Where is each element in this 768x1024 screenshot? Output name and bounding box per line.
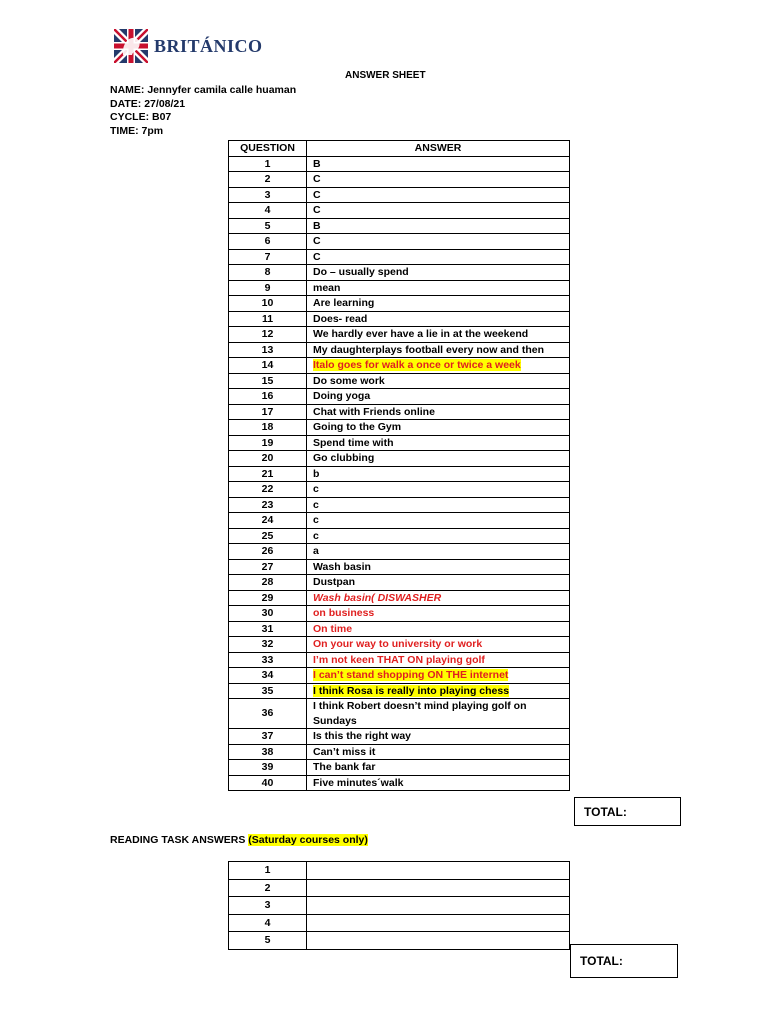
question-number: 6 xyxy=(229,234,307,250)
answer-cell xyxy=(307,218,570,234)
answer-text: a xyxy=(313,545,319,557)
sheet-title: ANSWER SHEET xyxy=(345,70,426,81)
cycle: CYCLE: B07 xyxy=(110,111,172,123)
answer-cell xyxy=(307,404,570,420)
answer-cell xyxy=(307,652,570,668)
answer-cell xyxy=(307,683,570,699)
answer-text: Do some work xyxy=(313,374,385,387)
question-number: 12 xyxy=(229,327,307,343)
answer-cell xyxy=(307,311,570,327)
answer-cell xyxy=(307,775,570,791)
answer-cell xyxy=(307,466,570,482)
answer-cell xyxy=(307,234,570,250)
answer-text: On your way to university or work xyxy=(313,638,483,650)
question-number: 8 xyxy=(229,265,307,281)
table-row xyxy=(229,373,570,389)
table-row xyxy=(229,249,570,265)
answer-text: Spend time with xyxy=(313,436,394,449)
answer-cell xyxy=(307,528,570,544)
reading-row xyxy=(229,932,570,950)
question-number: 5 xyxy=(229,218,307,234)
table-row xyxy=(229,621,570,637)
question-number: 36 xyxy=(229,699,307,729)
question-number: 15 xyxy=(229,373,307,389)
answer-cell xyxy=(307,621,570,637)
answer-text: Go clubbing xyxy=(313,452,375,464)
table-row xyxy=(229,358,570,374)
question-number: 25 xyxy=(229,528,307,544)
answer-cell xyxy=(307,172,570,188)
reading-row xyxy=(229,914,570,932)
answer-text: B xyxy=(313,157,321,170)
question-number: 35 xyxy=(229,683,307,699)
answer-text: C xyxy=(313,235,321,247)
answer-cell xyxy=(307,249,570,265)
question-number: 16 xyxy=(229,389,307,405)
answer-cell xyxy=(307,389,570,405)
answer-text: Is this the right way xyxy=(313,730,412,742)
table-row xyxy=(229,280,570,296)
question-number: 30 xyxy=(229,606,307,622)
answer-cell xyxy=(307,280,570,296)
answer-text: C xyxy=(313,204,321,216)
answer-cell xyxy=(307,760,570,776)
answers-table xyxy=(228,140,570,791)
column-header-answer: ANSWER xyxy=(307,141,570,157)
table-row xyxy=(229,744,570,760)
reading-answer-cell[interactable] xyxy=(307,932,570,950)
answer-text: I can’t stand shopping ON THE internet xyxy=(313,669,509,681)
reading-answer-cell[interactable] xyxy=(307,879,570,897)
answer-text: My daughterplays football every now and then xyxy=(313,343,545,356)
question-number: 11 xyxy=(229,311,307,327)
reading-question-number: 5 xyxy=(229,932,307,950)
reading-question-number: 1 xyxy=(229,862,307,880)
answer-text: C xyxy=(313,173,321,185)
answer-text: Do – usually spend xyxy=(313,266,409,278)
table-row xyxy=(229,327,570,343)
answer-text: Dustpan xyxy=(313,576,355,588)
answer-cell xyxy=(307,435,570,451)
table-row xyxy=(229,575,570,591)
exam-date: DATE: 27/08/21 xyxy=(110,98,186,110)
union-jack-lion-icon xyxy=(114,29,148,63)
reading-task-title: READING TASK ANSWERS xyxy=(110,834,249,846)
total-box[interactable] xyxy=(574,797,681,826)
table-row xyxy=(229,466,570,482)
table-row xyxy=(229,497,570,513)
question-number: 37 xyxy=(229,729,307,745)
answer-text: c xyxy=(313,498,319,511)
reading-question-number: 3 xyxy=(229,897,307,915)
reading-task-note: (Saturday courses only) xyxy=(248,834,368,846)
question-number: 28 xyxy=(229,575,307,591)
question-number: 2 xyxy=(229,172,307,188)
table-row xyxy=(229,265,570,281)
question-number: 32 xyxy=(229,637,307,653)
answer-text: C xyxy=(313,188,321,201)
question-number: 19 xyxy=(229,435,307,451)
answer-cell xyxy=(307,637,570,653)
answer-text: I think Robert doesn’t mind playing golf on Sundays xyxy=(313,700,527,727)
table-row xyxy=(229,528,570,544)
table-row xyxy=(229,187,570,203)
table-row xyxy=(229,389,570,405)
question-number: 18 xyxy=(229,420,307,436)
answer-text: mean xyxy=(313,281,341,294)
table-row xyxy=(229,234,570,250)
answer-text: C xyxy=(313,250,321,263)
reading-question-number: 4 xyxy=(229,914,307,932)
total-label: TOTAL: xyxy=(584,804,627,819)
question-number: 22 xyxy=(229,482,307,498)
answer-text: Five minutes´walk xyxy=(313,776,404,789)
answer-text: Doing yoga xyxy=(313,390,371,402)
reading-answer-cell[interactable] xyxy=(307,862,570,880)
answer-text: Wash basin( DISWASHER xyxy=(313,591,442,604)
answer-text: Does- read xyxy=(313,312,368,325)
question-number: 10 xyxy=(229,296,307,312)
question-number: 40 xyxy=(229,775,307,791)
question-number: 21 xyxy=(229,466,307,482)
question-number: 3 xyxy=(229,187,307,203)
reading-answers-table xyxy=(228,861,570,950)
table-row xyxy=(229,435,570,451)
student-name: NAME: Jennyfer camila calle huaman xyxy=(110,84,297,96)
answer-text: The bank far xyxy=(313,761,376,773)
answer-text: b xyxy=(313,467,320,480)
answer-text: on business xyxy=(313,607,375,619)
question-number: 17 xyxy=(229,404,307,420)
answer-text: B xyxy=(313,219,321,232)
table-row xyxy=(229,513,570,529)
question-number: 14 xyxy=(229,358,307,374)
answer-cell xyxy=(307,358,570,374)
table-row xyxy=(229,451,570,467)
answer-text: Can’t miss it xyxy=(313,745,376,758)
table-row xyxy=(229,606,570,622)
table-row xyxy=(229,637,570,653)
answer-text: We hardly ever have a lie in at the weekend xyxy=(313,328,529,340)
answer-text: Chat with Friends online xyxy=(313,405,435,418)
answer-cell xyxy=(307,187,570,203)
answer-cell xyxy=(307,420,570,436)
table-row xyxy=(229,311,570,327)
question-number: 39 xyxy=(229,760,307,776)
table-row xyxy=(229,668,570,684)
table-row xyxy=(229,420,570,436)
table-row xyxy=(229,172,570,188)
question-number: 38 xyxy=(229,744,307,760)
question-number: 27 xyxy=(229,559,307,575)
answer-text: Going to the Gym xyxy=(313,421,402,433)
logo-text: BRITÁNICO xyxy=(154,35,263,56)
answer-cell xyxy=(307,590,570,606)
column-header-question: QUESTION xyxy=(229,141,307,157)
answer-cell xyxy=(307,559,570,575)
answer-cell xyxy=(307,342,570,358)
reading-question-number: 2 xyxy=(229,879,307,897)
answer-cell xyxy=(307,296,570,312)
answer-text: Italo goes for walk a once or twice a week xyxy=(313,359,521,371)
answer-cell xyxy=(307,373,570,389)
question-number: 9 xyxy=(229,280,307,296)
answer-cell xyxy=(307,699,570,729)
question-number: 4 xyxy=(229,203,307,219)
answer-cell xyxy=(307,497,570,513)
answer-cell xyxy=(307,265,570,281)
answer-cell xyxy=(307,606,570,622)
answer-text: Wash basin xyxy=(313,560,371,573)
answer-text: Are learning xyxy=(313,297,375,309)
exam-time: TIME: 7pm xyxy=(110,125,164,137)
answer-cell xyxy=(307,668,570,684)
answer-cell xyxy=(307,744,570,760)
answer-cell xyxy=(307,203,570,219)
table-row xyxy=(229,590,570,606)
answer-cell xyxy=(307,513,570,529)
question-number: 23 xyxy=(229,497,307,513)
table-row xyxy=(229,404,570,420)
table-row xyxy=(229,652,570,668)
table-row xyxy=(229,775,570,791)
table-row xyxy=(229,544,570,560)
answer-cell xyxy=(307,729,570,745)
answer-cell xyxy=(307,156,570,172)
reading-answer-cell[interactable] xyxy=(307,897,570,915)
reading-row xyxy=(229,897,570,915)
table-row xyxy=(229,156,570,172)
answer-cell xyxy=(307,451,570,467)
britanico-logo xyxy=(114,28,263,64)
answer-cell xyxy=(307,575,570,591)
question-number: 31 xyxy=(229,621,307,637)
question-number: 34 xyxy=(229,668,307,684)
table-row xyxy=(229,296,570,312)
answer-text: c xyxy=(313,483,319,495)
answer-cell xyxy=(307,482,570,498)
table-row xyxy=(229,760,570,776)
reading-total-box[interactable] xyxy=(570,944,678,978)
question-number: 7 xyxy=(229,249,307,265)
reading-row xyxy=(229,879,570,897)
answer-text: c xyxy=(313,529,319,542)
question-number: 29 xyxy=(229,590,307,606)
reading-row xyxy=(229,862,570,880)
table-row xyxy=(229,699,570,729)
answer-cell xyxy=(307,327,570,343)
question-number: 26 xyxy=(229,544,307,560)
question-number: 24 xyxy=(229,513,307,529)
question-number: 1 xyxy=(229,156,307,172)
question-number: 13 xyxy=(229,342,307,358)
table-row xyxy=(229,683,570,699)
table-row xyxy=(229,482,570,498)
answer-cell xyxy=(307,544,570,560)
reading-total-label: TOTAL: xyxy=(580,954,623,968)
table-row xyxy=(229,729,570,745)
reading-answer-cell[interactable] xyxy=(307,914,570,932)
answer-text: I’m not keen THAT ON playing golf xyxy=(313,653,485,666)
table-row xyxy=(229,203,570,219)
question-number: 33 xyxy=(229,652,307,668)
table-row xyxy=(229,559,570,575)
question-number: 20 xyxy=(229,451,307,467)
answer-text: On time xyxy=(313,622,353,635)
answer-text: I think Rosa is really into playing chess xyxy=(313,684,510,697)
table-row xyxy=(229,342,570,358)
answers-header-row xyxy=(229,141,570,157)
answer-text: c xyxy=(313,514,319,526)
reading-task-label xyxy=(110,834,368,846)
table-row xyxy=(229,218,570,234)
